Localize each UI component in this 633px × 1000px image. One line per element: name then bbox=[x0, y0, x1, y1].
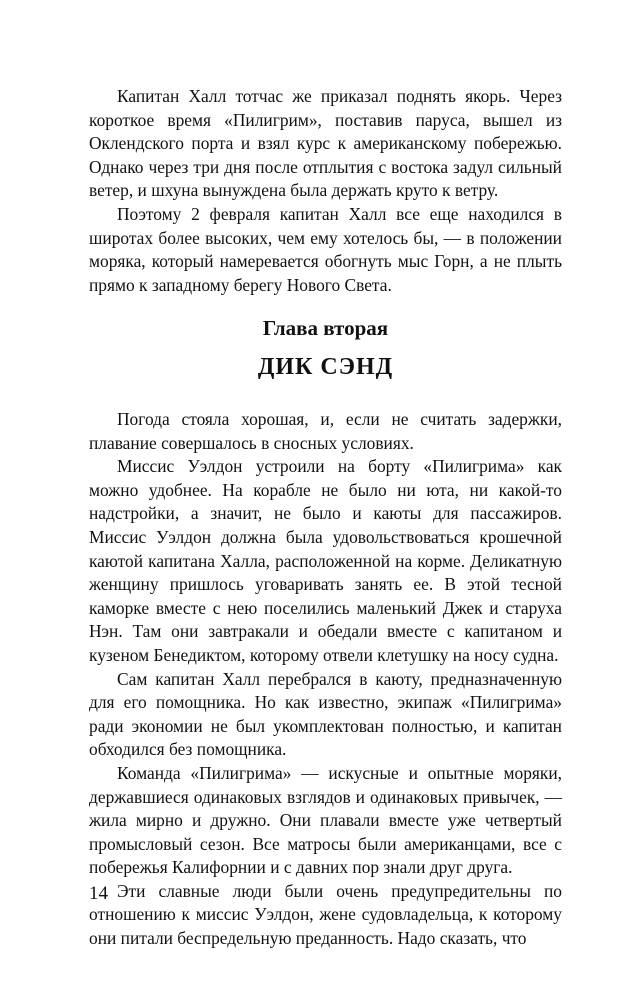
paragraph: Команда «Пилигрима» — искусные и опытные моряки, державшиеся одинаковых взглядов и одинаковых привычек, — жила мирно и дружно. Они плавали вместе уже четвертый промысловый сезон. Все матросы были американцами, все с побережья Калифорнии и с давних пор знали друг друга. bbox=[89, 762, 562, 878]
chapter-title: ДИК СЭНД bbox=[257, 354, 394, 380]
top-text-block bbox=[89, 85, 562, 297]
paragraph: Миссис Уэлдон устроили на борту «Пилигрима» как можно удобнее. На корабле не было ни юта, ни какой-то надстройки, а значит, не было и каюты для пассажиров. Миссис Уэлдон должна была удовольствоваться крошечной каютой капитана Халла, расположенной на корме. Деликатную женщину пришлось уговаривать занять ее. В этой тесной каморке вместе с нею поселились маленький Джек и старуха Нэн. Там они завтракали и обедали вместе с капитаном и кузеном Бенедиктом, которому отвели клетушку на носу судна. bbox=[89, 456, 562, 665]
main-text-block bbox=[89, 408, 562, 951]
paragraph: Сам капитан Халл перебрался в каюту, предназначенную для его помощника. Но как известно, экипаж «Пилигрима» ради экономии не был укомплектован полностью, и капитан обходился без помощника. bbox=[89, 668, 562, 760]
paragraph: Эти славные люди были очень предупредительны по отношению к миссис Уэлдон, жене судовладельца, к которому они питали беспредельную преданность. Надо сказать, что bbox=[89, 880, 562, 949]
page-number: 14 bbox=[89, 883, 108, 904]
paragraph: Погода стояла хорошая, и, если не считать задержки, плавание совершалось в сносных условиях. bbox=[89, 409, 562, 453]
chapter-label: Глава вторая bbox=[262, 316, 389, 340]
paragraph: Капитан Халл тотчас же приказал поднять якорь. Через короткое время «Пилигрим», поставив паруса, вышел из Оклендского порта и взял курс к американскому побережью. Однако через три дня после отплытия с востока задул сильный ветер, и шхуна вынуждена была держать круто к ветру. bbox=[89, 86, 562, 201]
paragraph: Поэтому 2 февраля капитан Халл все еще находился в широтах более высоких, чем ему хотелось бы, — в положении моряка, который намеревается обогнуть мыс Горн, а не плыть прямо к западному берегу Нового Света. bbox=[89, 203, 562, 295]
